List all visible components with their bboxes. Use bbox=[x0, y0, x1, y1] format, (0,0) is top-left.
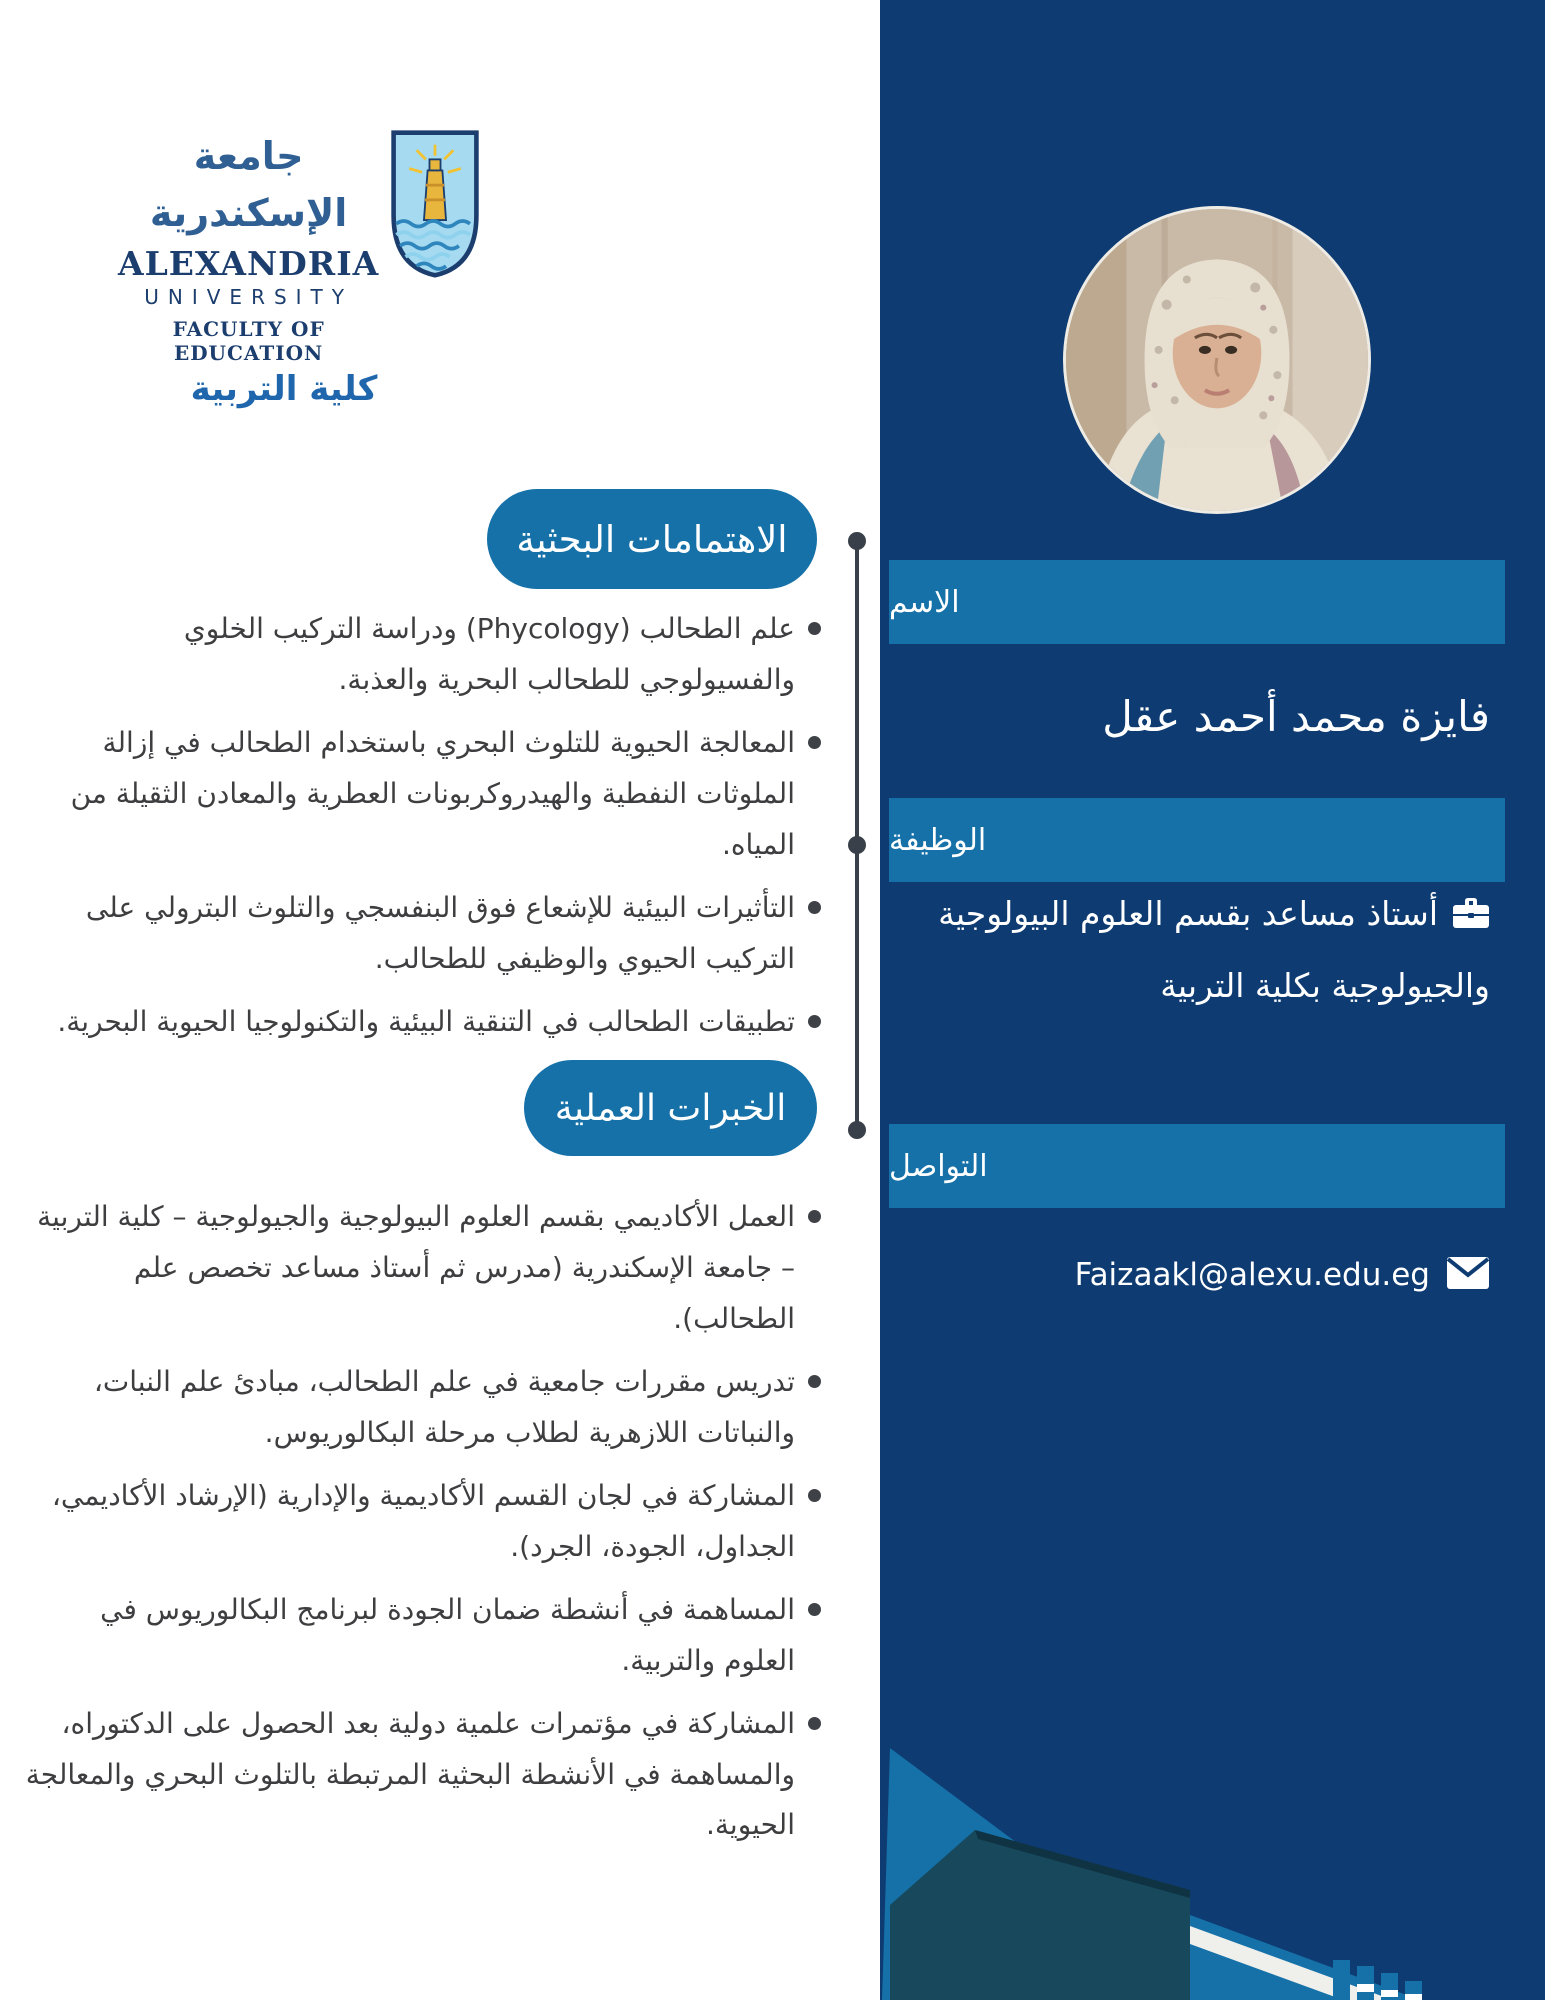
job-label: الوظيفة bbox=[889, 822, 987, 858]
logo-university: UNIVERSITY bbox=[144, 285, 353, 309]
contact-label: التواصل bbox=[889, 1148, 988, 1184]
timeline-dot-top bbox=[848, 532, 866, 550]
timeline-dot-middle bbox=[848, 836, 866, 854]
experience-title-text: الخبرات العملية bbox=[554, 1087, 787, 1129]
person-name: فايزة محمد أحمد عقل bbox=[1102, 692, 1490, 741]
research-interests-title-text: الاهتمامات البحثية bbox=[516, 517, 788, 561]
bottom-decoration bbox=[880, 1700, 1545, 2000]
list-item: تدريس مقررات جامعية في علم الطحالب، مبادئ علم النبات، والنباتات اللازهرية لطلاب مرحلة البكالوريوس. bbox=[25, 1357, 795, 1459]
university-shield-icon bbox=[389, 128, 481, 365]
job-description bbox=[905, 880, 1490, 1019]
name-label: الاسم bbox=[889, 584, 960, 620]
contact-section-header bbox=[889, 1124, 1505, 1208]
list-item: العمل الأكاديمي بقسم العلوم البيولوجية والجيولوجية – كلية التربية – جامعة الإسكندرية (مدرس ثم أستاذ مساعد تخصص علم الطحالب). bbox=[25, 1192, 795, 1345]
briefcase-icon bbox=[1452, 884, 1490, 952]
university-logo bbox=[118, 128, 450, 409]
list-item: المساهمة في أنشطة ضمان الجودة لبرنامج البكالوريوس في العلوم والتربية. bbox=[25, 1585, 795, 1687]
email-link[interactable]: Faizaakl@alexu.edu.eg bbox=[1074, 1257, 1430, 1293]
list-item: المشاركة في لجان القسم الأكاديمية والإدارية (الإرشاد الأكاديمي، الجداول، الجودة، الجرد). bbox=[25, 1471, 795, 1573]
logo-faculty: FACULTY OF EDUCATION bbox=[172, 317, 325, 365]
logo-arabic-faculty: كلية التربية bbox=[190, 369, 378, 409]
experience-title bbox=[524, 1060, 817, 1156]
list-item: المعالجة الحيوية للتلوث البحري باستخدام الطحالب في إزالة الملوثات النفطية والهيدروكربونات العطرية والمعادن الثقيلة من المياه. bbox=[25, 718, 795, 871]
job-section-header bbox=[889, 798, 1505, 882]
contact-row bbox=[905, 1256, 1490, 1294]
logo-arabic-calligraphy: جامعة الإسكندرية bbox=[149, 134, 348, 235]
list-item: علم الطحالب (Phycology) ودراسة التركيب الخلوي والفسيولوجي للطحالب البحرية والعذبة. bbox=[25, 604, 795, 706]
list-item: التأثيرات البيئية للإشعاع فوق البنفسجي والتلوث البترولي على التركيب الحيوي والوظيفي للطحالب. bbox=[25, 883, 795, 985]
logo-alexandria: ALEXANDRIA bbox=[118, 244, 380, 283]
list-item: المشاركة في مؤتمرات علمية دولية بعد الحصول على الدكتوراه، والمساهمة في الأنشطة البحثية المرتبطة بالتلوث البحري والمعالجة الحيوية. bbox=[25, 1699, 795, 1852]
name-section-header bbox=[889, 560, 1505, 644]
job-text: أستاذ مساعد بقسم العلوم البيولوجية والجيولوجية بكلية التربية bbox=[938, 894, 1490, 1005]
experience-list bbox=[25, 1192, 795, 1863]
timeline-dot-bottom bbox=[848, 1121, 866, 1139]
list-item: تطبيقات الطحالب في التنقية البيئية والتكنولوجيا الحيوية البحرية. bbox=[25, 997, 795, 1048]
research-interests-list bbox=[25, 604, 795, 1060]
profile-photo bbox=[1063, 206, 1371, 514]
research-interests-title bbox=[487, 489, 817, 589]
envelope-icon bbox=[1446, 1256, 1490, 1294]
profile-photo-illustration bbox=[1066, 209, 1368, 511]
